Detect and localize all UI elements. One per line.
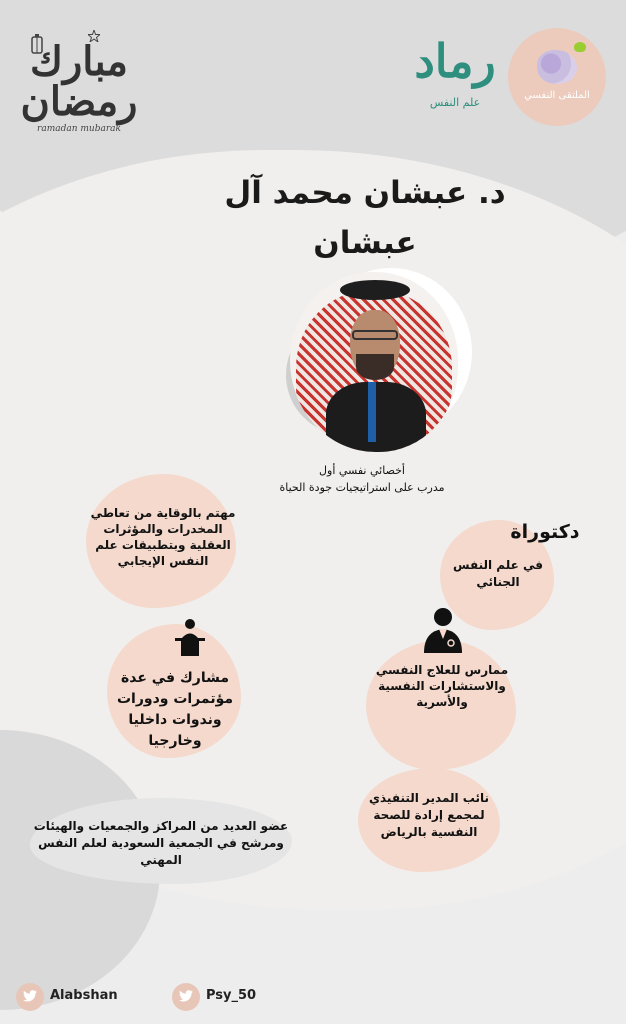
multaqa-logo-caption: الملتقى النفسي (524, 90, 590, 101)
multaqa-logo (508, 28, 606, 126)
podium-icon (173, 618, 207, 658)
ramad-logo-mark: رماد (414, 34, 496, 88)
card-practitioner-text: ممارس للعلاج النفسي والاستشارات النفسية والأسرية (375, 663, 509, 709)
title-line-2: مدرب على استراتيجيات جودة الحياة (279, 481, 445, 494)
card-deputy-text: نائب المدير التنفيذي لمجمع إرادة للصحة النفسية بالرياض (368, 791, 490, 839)
twitter-handle-psy50[interactable]: Psy_50 (206, 988, 257, 1003)
card-conferences-text: مشارك في عدة مؤتمرات ودورات وندوات داخليا وخارجيا (116, 670, 234, 749)
profile-photo (290, 272, 458, 452)
hydrangea-flower-icon (537, 50, 577, 84)
twitter-icon[interactable] (172, 983, 200, 1011)
card-doctorate-heading: دكتوراة (510, 521, 580, 543)
card-member-text: عضو العديد من المراكز والجمعيات والهيئات ومرشح في الجمعية السعودية لعلم النفس المهني (33, 819, 289, 867)
ramadan-arabic-text: مبارك رمضان (20, 38, 138, 125)
profile-titles (262, 462, 462, 506)
ramad-logo-caption: علم النفس (429, 96, 481, 109)
ramadan-mubarak-logo (14, 28, 144, 134)
ramad-logo (410, 26, 500, 131)
doctor-icon (418, 605, 468, 655)
ramadan-latin-text: ramadan mubarak (37, 124, 121, 134)
lantern-icon (30, 34, 44, 56)
doctor-name: د. عبشان محمد آل عبشان (224, 175, 506, 261)
twitter-icon[interactable] (16, 983, 44, 1011)
title-line-1: أخصائي نفسي أول (319, 464, 405, 477)
card-prevention-text: مهتم بالوقاية من تعاطي المخدرات والمؤثرات العقلية وبتطبيقات علم النفس الإيجابي (90, 506, 236, 568)
star-icon (88, 30, 100, 42)
butterfly-icon (574, 42, 586, 52)
twitter-handle-alabshan[interactable]: Alabshan (50, 988, 118, 1003)
card-doctorate-text: في علم النفس الجنائي (453, 558, 543, 589)
